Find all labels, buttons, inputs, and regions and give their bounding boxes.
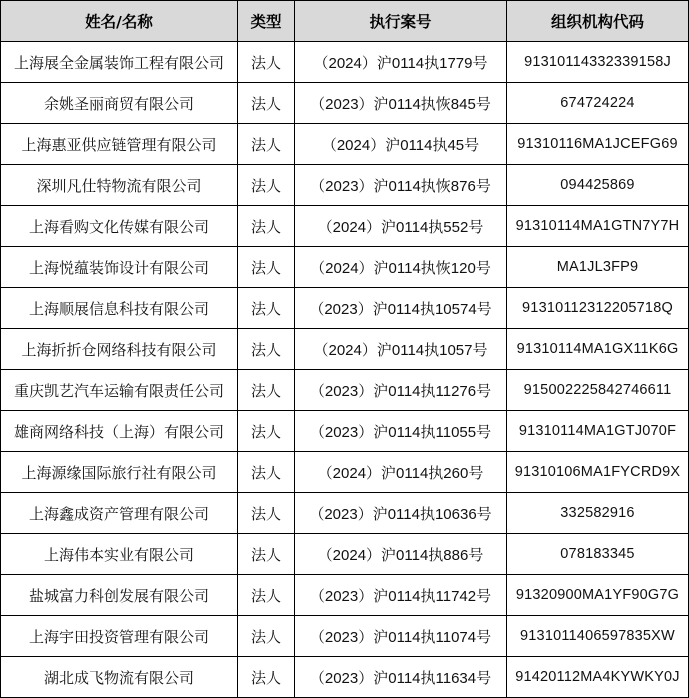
cell-org-code: 91310114332339158J bbox=[507, 42, 688, 82]
cell-type: 法人 bbox=[238, 452, 294, 492]
cell-org-code: 332582916 bbox=[507, 493, 688, 533]
cell-org-code: 674724224 bbox=[507, 83, 688, 123]
cell-case-no: （2023）沪0114执恢845号 bbox=[295, 83, 506, 123]
cell-type: 法人 bbox=[238, 616, 294, 656]
cell-case-no: （2024）沪0114执45号 bbox=[295, 124, 506, 164]
cell-name: 湖北成飞物流有限公司 bbox=[1, 657, 237, 697]
cell-case-no: （2023）沪0114执10636号 bbox=[295, 493, 506, 533]
cell-case-no: （2024）沪0114执886号 bbox=[295, 534, 506, 574]
header-name: 姓名/名称 bbox=[1, 1, 237, 41]
cell-name: 上海宇田投资管理有限公司 bbox=[1, 616, 237, 656]
cell-name: 余姚圣丽商贸有限公司 bbox=[1, 83, 237, 123]
cell-type: 法人 bbox=[238, 329, 294, 369]
cell-case-no: （2024）沪0114执恢120号 bbox=[295, 247, 506, 287]
cell-org-code: 91310112312205718Q bbox=[507, 288, 688, 328]
cell-type: 法人 bbox=[238, 124, 294, 164]
cell-case-no: （2023）沪0114执11276号 bbox=[295, 370, 506, 410]
cell-case-no: （2023）沪0114执11634号 bbox=[295, 657, 506, 697]
cell-case-no: （2023）沪0114执11742号 bbox=[295, 575, 506, 615]
cell-name: 上海源缘国际旅行社有限公司 bbox=[1, 452, 237, 492]
cell-org-code: 91310116MA1JCEFG69 bbox=[507, 124, 688, 164]
cell-case-no: （2024）沪0114执552号 bbox=[295, 206, 506, 246]
cell-type: 法人 bbox=[238, 657, 294, 697]
cell-case-no: （2023）沪0114执11055号 bbox=[295, 411, 506, 451]
cell-org-code: 915002225842746611 bbox=[507, 370, 688, 410]
header-type: 类型 bbox=[238, 1, 294, 41]
cell-type: 法人 bbox=[238, 206, 294, 246]
cell-org-code: 91420112MA4KYWKY0J bbox=[507, 657, 688, 697]
cell-type: 法人 bbox=[238, 370, 294, 410]
cell-name: 盐城富力科创发展有限公司 bbox=[1, 575, 237, 615]
cell-name: 上海展全金属装饰工程有限公司 bbox=[1, 42, 237, 82]
cell-type: 法人 bbox=[238, 534, 294, 574]
cell-org-code: 91310106MA1FYCRD9X bbox=[507, 452, 688, 492]
cell-name: 上海鑫成资产管理有限公司 bbox=[1, 493, 237, 533]
cell-type: 法人 bbox=[238, 575, 294, 615]
cell-name: 重庆凯艺汽车运输有限责任公司 bbox=[1, 370, 237, 410]
cell-name: 上海折折仓网络科技有限公司 bbox=[1, 329, 237, 369]
cell-case-no: （2023）沪0114执11074号 bbox=[295, 616, 506, 656]
cell-type: 法人 bbox=[238, 411, 294, 451]
cell-name: 上海伟本实业有限公司 bbox=[1, 534, 237, 574]
cell-org-code: 91310114MA1GTN7Y7H bbox=[507, 206, 688, 246]
cell-org-code: 91310114MA1GTJ070F bbox=[507, 411, 688, 451]
cell-name: 上海顺展信息科技有限公司 bbox=[1, 288, 237, 328]
cell-name: 雄商网络科技（上海）有限公司 bbox=[1, 411, 237, 451]
cell-org-code: 094425869 bbox=[507, 165, 688, 205]
cell-case-no: （2024）沪0114执260号 bbox=[295, 452, 506, 492]
cell-case-no: （2023）沪0114执恢876号 bbox=[295, 165, 506, 205]
cell-org-code: 91310114MA1GX11K6G bbox=[507, 329, 688, 369]
cell-org-code: 078183345 bbox=[507, 534, 688, 574]
cell-org-code: 91320900MA1YF90G7G bbox=[507, 575, 688, 615]
cell-org-code: 9131011406597835XW bbox=[507, 616, 688, 656]
header-case-no: 执行案号 bbox=[295, 1, 506, 41]
cell-case-no: （2024）沪0114执1779号 bbox=[295, 42, 506, 82]
cell-name: 深圳凡仕特物流有限公司 bbox=[1, 165, 237, 205]
cell-type: 法人 bbox=[238, 42, 294, 82]
cell-name: 上海惠亚供应链管理有限公司 bbox=[1, 124, 237, 164]
cell-type: 法人 bbox=[238, 247, 294, 287]
header-org-code: 组织机构代码 bbox=[507, 1, 688, 41]
cell-type: 法人 bbox=[238, 165, 294, 205]
cell-name: 上海看购文化传媒有限公司 bbox=[1, 206, 237, 246]
cell-type: 法人 bbox=[238, 288, 294, 328]
cell-type: 法人 bbox=[238, 83, 294, 123]
cell-org-code: MA1JL3FP9 bbox=[507, 247, 688, 287]
cell-name: 上海悦蕴装饰设计有限公司 bbox=[1, 247, 237, 287]
cell-case-no: （2023）沪0114执10574号 bbox=[295, 288, 506, 328]
cell-type: 法人 bbox=[238, 493, 294, 533]
cell-case-no: （2024）沪0114执1057号 bbox=[295, 329, 506, 369]
